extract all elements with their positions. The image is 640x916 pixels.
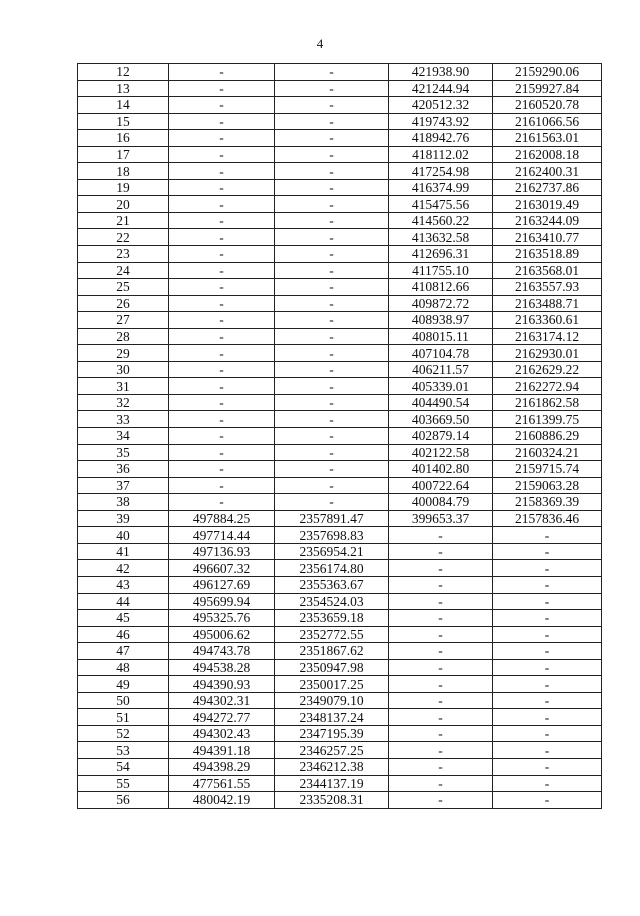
table-row (78, 378, 602, 395)
y-coordinate-cell: - (275, 345, 389, 362)
x2-coordinate-cell: - (389, 758, 493, 775)
table-row (78, 477, 602, 494)
y-coordinate-cell: - (275, 461, 389, 478)
y2-coordinate-cell: - (493, 742, 602, 759)
y2-coordinate-cell: 2163410.77 (493, 229, 602, 246)
x2-coordinate-cell: 400084.79 (389, 494, 493, 511)
y2-coordinate-cell: - (493, 676, 602, 693)
y2-coordinate-cell: 2161066.56 (493, 113, 602, 130)
y-coordinate-cell: - (275, 113, 389, 130)
x-coordinate-cell: - (169, 163, 275, 180)
x-coordinate-cell: 494302.43 (169, 725, 275, 742)
table-row (78, 510, 602, 527)
y2-coordinate-cell: - (493, 709, 602, 726)
y-coordinate-cell: - (275, 378, 389, 395)
x2-coordinate-cell: 412696.31 (389, 246, 493, 263)
y-coordinate-cell: - (275, 64, 389, 81)
y2-coordinate-cell: 2159290.06 (493, 64, 602, 81)
y-coordinate-cell: - (275, 361, 389, 378)
y-coordinate-cell: - (275, 196, 389, 213)
y2-coordinate-cell: 2162400.31 (493, 163, 602, 180)
point-number-cell: 14 (78, 97, 169, 114)
table-row (78, 411, 602, 428)
table-row (78, 725, 602, 742)
y2-coordinate-cell: 2158369.39 (493, 494, 602, 511)
y-coordinate-cell: - (275, 279, 389, 296)
table-row (78, 758, 602, 775)
table-row (78, 709, 602, 726)
y2-coordinate-cell: - (493, 576, 602, 593)
y-coordinate-cell: 2346212.38 (275, 758, 389, 775)
point-number-cell: 30 (78, 361, 169, 378)
y-coordinate-cell: - (275, 80, 389, 97)
x2-coordinate-cell: 402879.14 (389, 428, 493, 445)
y-coordinate-cell: - (275, 295, 389, 312)
y2-coordinate-cell: 2161399.75 (493, 411, 602, 428)
y2-coordinate-cell: 2162272.94 (493, 378, 602, 395)
y2-coordinate-cell: - (493, 692, 602, 709)
x2-coordinate-cell: - (389, 676, 493, 693)
point-number-cell: 20 (78, 196, 169, 213)
y-coordinate-cell: 2350947.98 (275, 659, 389, 676)
table-body (78, 64, 602, 809)
point-number-cell: 22 (78, 229, 169, 246)
point-number-cell: 25 (78, 279, 169, 296)
x-coordinate-cell: - (169, 64, 275, 81)
point-number-cell: 53 (78, 742, 169, 759)
y2-coordinate-cell: 2157836.46 (493, 510, 602, 527)
x-coordinate-cell: - (169, 146, 275, 163)
y-coordinate-cell: 2355363.67 (275, 576, 389, 593)
x-coordinate-cell: - (169, 494, 275, 511)
x-coordinate-cell: - (169, 411, 275, 428)
table-row (78, 742, 602, 759)
x2-coordinate-cell: 414560.22 (389, 212, 493, 229)
y2-coordinate-cell: - (493, 659, 602, 676)
y2-coordinate-cell: 2160324.21 (493, 444, 602, 461)
x-coordinate-cell: - (169, 212, 275, 229)
point-number-cell: 16 (78, 130, 169, 147)
table-row (78, 428, 602, 445)
y2-coordinate-cell: 2161563.01 (493, 130, 602, 147)
x2-coordinate-cell: - (389, 543, 493, 560)
x-coordinate-cell: - (169, 378, 275, 395)
x2-coordinate-cell: 400722.64 (389, 477, 493, 494)
y2-coordinate-cell: 2159063.28 (493, 477, 602, 494)
y2-coordinate-cell: 2160520.78 (493, 97, 602, 114)
x2-coordinate-cell: - (389, 792, 493, 809)
y2-coordinate-cell: - (493, 725, 602, 742)
table-row (78, 262, 602, 279)
coordinates-table (77, 63, 602, 809)
y2-coordinate-cell: 2163244.09 (493, 212, 602, 229)
x2-coordinate-cell: 404490.54 (389, 394, 493, 411)
y-coordinate-cell: - (275, 411, 389, 428)
x-coordinate-cell: - (169, 428, 275, 445)
table-row (78, 130, 602, 147)
x2-coordinate-cell: 399653.37 (389, 510, 493, 527)
x2-coordinate-cell: 405339.01 (389, 378, 493, 395)
x-coordinate-cell: - (169, 246, 275, 263)
table-row (78, 146, 602, 163)
y-coordinate-cell: 2354524.03 (275, 593, 389, 610)
x-coordinate-cell: - (169, 295, 275, 312)
y-coordinate-cell: 2349079.10 (275, 692, 389, 709)
x2-coordinate-cell: 406211.57 (389, 361, 493, 378)
y-coordinate-cell: - (275, 179, 389, 196)
x-coordinate-cell: - (169, 196, 275, 213)
y2-coordinate-cell: - (493, 792, 602, 809)
y-coordinate-cell: - (275, 229, 389, 246)
x-coordinate-cell: - (169, 394, 275, 411)
x-coordinate-cell: 497714.44 (169, 527, 275, 544)
y-coordinate-cell: 2347195.39 (275, 725, 389, 742)
y-coordinate-cell: - (275, 477, 389, 494)
y2-coordinate-cell: - (493, 643, 602, 660)
y-coordinate-cell: - (275, 212, 389, 229)
table-row (78, 345, 602, 362)
table-row (78, 676, 602, 693)
point-number-cell: 21 (78, 212, 169, 229)
x2-coordinate-cell: - (389, 527, 493, 544)
y-coordinate-cell: 2357698.83 (275, 527, 389, 544)
point-number-cell: 47 (78, 643, 169, 660)
x-coordinate-cell: - (169, 328, 275, 345)
x2-coordinate-cell: 411755.10 (389, 262, 493, 279)
x2-coordinate-cell: - (389, 659, 493, 676)
y-coordinate-cell: - (275, 246, 389, 263)
point-number-cell: 46 (78, 626, 169, 643)
point-number-cell: 31 (78, 378, 169, 395)
y2-coordinate-cell: 2162930.01 (493, 345, 602, 362)
y-coordinate-cell: - (275, 394, 389, 411)
point-number-cell: 35 (78, 444, 169, 461)
point-number-cell: 37 (78, 477, 169, 494)
table-row (78, 64, 602, 81)
table-row (78, 229, 602, 246)
y2-coordinate-cell: 2160886.29 (493, 428, 602, 445)
table-row (78, 80, 602, 97)
x-coordinate-cell: - (169, 130, 275, 147)
x-coordinate-cell: 497884.25 (169, 510, 275, 527)
y2-coordinate-cell: - (493, 626, 602, 643)
point-number-cell: 32 (78, 394, 169, 411)
point-number-cell: 44 (78, 593, 169, 610)
y-coordinate-cell: - (275, 163, 389, 180)
y-coordinate-cell: - (275, 262, 389, 279)
y-coordinate-cell: 2346257.25 (275, 742, 389, 759)
y-coordinate-cell: 2344137.19 (275, 775, 389, 792)
y2-coordinate-cell: - (493, 758, 602, 775)
y2-coordinate-cell: 2159927.84 (493, 80, 602, 97)
table-row (78, 543, 602, 560)
point-number-cell: 33 (78, 411, 169, 428)
point-number-cell: 18 (78, 163, 169, 180)
y-coordinate-cell: - (275, 130, 389, 147)
x-coordinate-cell: 496127.69 (169, 576, 275, 593)
x2-coordinate-cell: 419743.92 (389, 113, 493, 130)
y2-coordinate-cell: 2163518.89 (493, 246, 602, 263)
y-coordinate-cell: 2351867.62 (275, 643, 389, 660)
x2-coordinate-cell: 416374.99 (389, 179, 493, 196)
y-coordinate-cell: 2352772.55 (275, 626, 389, 643)
x2-coordinate-cell: 415475.56 (389, 196, 493, 213)
x2-coordinate-cell: 408938.97 (389, 312, 493, 329)
x2-coordinate-cell: 409872.72 (389, 295, 493, 312)
table-row (78, 179, 602, 196)
x-coordinate-cell: - (169, 477, 275, 494)
y-coordinate-cell: 2350017.25 (275, 676, 389, 693)
x2-coordinate-cell: 401402.80 (389, 461, 493, 478)
y2-coordinate-cell: - (493, 610, 602, 627)
x-coordinate-cell: 496607.32 (169, 560, 275, 577)
point-number-cell: 29 (78, 345, 169, 362)
y2-coordinate-cell: 2163174.12 (493, 328, 602, 345)
y2-coordinate-cell: 2163019.49 (493, 196, 602, 213)
x-coordinate-cell: - (169, 345, 275, 362)
y-coordinate-cell: - (275, 146, 389, 163)
y-coordinate-cell: - (275, 312, 389, 329)
x2-coordinate-cell: 421938.90 (389, 64, 493, 81)
x2-coordinate-cell: 421244.94 (389, 80, 493, 97)
table-row (78, 113, 602, 130)
x2-coordinate-cell: - (389, 725, 493, 742)
point-number-cell: 43 (78, 576, 169, 593)
x-coordinate-cell: - (169, 113, 275, 130)
table-row (78, 626, 602, 643)
y2-coordinate-cell: - (493, 527, 602, 544)
x-coordinate-cell: 494390.93 (169, 676, 275, 693)
table-row (78, 461, 602, 478)
y-coordinate-cell: 2356954.21 (275, 543, 389, 560)
point-number-cell: 41 (78, 543, 169, 560)
table-row (78, 494, 602, 511)
y2-coordinate-cell: 2159715.74 (493, 461, 602, 478)
x-coordinate-cell: - (169, 179, 275, 196)
point-number-cell: 38 (78, 494, 169, 511)
point-number-cell: 12 (78, 64, 169, 81)
x-coordinate-cell: - (169, 80, 275, 97)
y2-coordinate-cell: 2162629.22 (493, 361, 602, 378)
x-coordinate-cell: - (169, 262, 275, 279)
table-row (78, 560, 602, 577)
x2-coordinate-cell: - (389, 742, 493, 759)
x-coordinate-cell: 494272.77 (169, 709, 275, 726)
x2-coordinate-cell: 413632.58 (389, 229, 493, 246)
y2-coordinate-cell: 2161862.58 (493, 394, 602, 411)
x-coordinate-cell: 494391.18 (169, 742, 275, 759)
y2-coordinate-cell: 2162008.18 (493, 146, 602, 163)
table-row (78, 610, 602, 627)
y-coordinate-cell: 2335208.31 (275, 792, 389, 809)
point-number-cell: 55 (78, 775, 169, 792)
x-coordinate-cell: - (169, 229, 275, 246)
x-coordinate-cell: 477561.55 (169, 775, 275, 792)
table-row (78, 775, 602, 792)
table-row (78, 527, 602, 544)
table-row (78, 576, 602, 593)
x2-coordinate-cell: - (389, 626, 493, 643)
point-number-cell: 19 (78, 179, 169, 196)
point-number-cell: 49 (78, 676, 169, 693)
table-row (78, 196, 602, 213)
table-row (78, 246, 602, 263)
y2-coordinate-cell: - (493, 560, 602, 577)
point-number-cell: 34 (78, 428, 169, 445)
y-coordinate-cell: 2348137.24 (275, 709, 389, 726)
x2-coordinate-cell: - (389, 692, 493, 709)
table-row (78, 593, 602, 610)
point-number-cell: 40 (78, 527, 169, 544)
x-coordinate-cell: - (169, 461, 275, 478)
x-coordinate-cell: - (169, 97, 275, 114)
x-coordinate-cell: - (169, 361, 275, 378)
y2-coordinate-cell: 2163568.01 (493, 262, 602, 279)
table-row (78, 97, 602, 114)
x-coordinate-cell: 494538.28 (169, 659, 275, 676)
y-coordinate-cell: - (275, 444, 389, 461)
point-number-cell: 27 (78, 312, 169, 329)
table-row (78, 643, 602, 660)
table-row (78, 163, 602, 180)
point-number-cell: 28 (78, 328, 169, 345)
point-number-cell: 52 (78, 725, 169, 742)
page-number: 4 (316, 36, 324, 51)
x2-coordinate-cell: 402122.58 (389, 444, 493, 461)
point-number-cell: 54 (78, 758, 169, 775)
x2-coordinate-cell: - (389, 775, 493, 792)
x2-coordinate-cell: - (389, 610, 493, 627)
table-row (78, 792, 602, 809)
table-row (78, 212, 602, 229)
point-number-cell: 26 (78, 295, 169, 312)
point-number-cell: 48 (78, 659, 169, 676)
y2-coordinate-cell: 2163360.61 (493, 312, 602, 329)
point-number-cell: 36 (78, 461, 169, 478)
x2-coordinate-cell: - (389, 593, 493, 610)
x2-coordinate-cell: 420512.32 (389, 97, 493, 114)
table-row (78, 295, 602, 312)
y2-coordinate-cell: 2163488.71 (493, 295, 602, 312)
x2-coordinate-cell: 417254.98 (389, 163, 493, 180)
x-coordinate-cell: 494398.29 (169, 758, 275, 775)
x2-coordinate-cell: 407104.78 (389, 345, 493, 362)
y-coordinate-cell: 2357891.47 (275, 510, 389, 527)
table-row (78, 328, 602, 345)
point-number-cell: 51 (78, 709, 169, 726)
y-coordinate-cell: - (275, 97, 389, 114)
x2-coordinate-cell: 403669.50 (389, 411, 493, 428)
y-coordinate-cell: 2356174.80 (275, 560, 389, 577)
x-coordinate-cell: 495006.62 (169, 626, 275, 643)
point-number-cell: 23 (78, 246, 169, 263)
point-number-cell: 56 (78, 792, 169, 809)
x-coordinate-cell: 495699.94 (169, 593, 275, 610)
y-coordinate-cell: - (275, 428, 389, 445)
table-row (78, 659, 602, 676)
y-coordinate-cell: - (275, 328, 389, 345)
x-coordinate-cell: - (169, 444, 275, 461)
y-coordinate-cell: - (275, 494, 389, 511)
y2-coordinate-cell: 2162737.86 (493, 179, 602, 196)
point-number-cell: 45 (78, 610, 169, 627)
x2-coordinate-cell: - (389, 643, 493, 660)
point-number-cell: 42 (78, 560, 169, 577)
point-number-cell: 17 (78, 146, 169, 163)
table-row (78, 279, 602, 296)
x2-coordinate-cell: 418112.02 (389, 146, 493, 163)
x-coordinate-cell: 495325.76 (169, 610, 275, 627)
x-coordinate-cell: 497136.93 (169, 543, 275, 560)
y2-coordinate-cell: 2163557.93 (493, 279, 602, 296)
x2-coordinate-cell: - (389, 560, 493, 577)
table-row (78, 361, 602, 378)
x2-coordinate-cell: 410812.66 (389, 279, 493, 296)
point-number-cell: 13 (78, 80, 169, 97)
x-coordinate-cell: 480042.19 (169, 792, 275, 809)
table-row (78, 394, 602, 411)
x-coordinate-cell: - (169, 279, 275, 296)
point-number-cell: 15 (78, 113, 169, 130)
x-coordinate-cell: 494302.31 (169, 692, 275, 709)
point-number-cell: 39 (78, 510, 169, 527)
y2-coordinate-cell: - (493, 593, 602, 610)
y2-coordinate-cell: - (493, 775, 602, 792)
x2-coordinate-cell: 408015.11 (389, 328, 493, 345)
x-coordinate-cell: - (169, 312, 275, 329)
x2-coordinate-cell: 418942.76 (389, 130, 493, 147)
x2-coordinate-cell: - (389, 576, 493, 593)
table-row (78, 692, 602, 709)
point-number-cell: 24 (78, 262, 169, 279)
point-number-cell: 50 (78, 692, 169, 709)
table-row (78, 444, 602, 461)
x-coordinate-cell: 494743.78 (169, 643, 275, 660)
table-row (78, 312, 602, 329)
y2-coordinate-cell: - (493, 543, 602, 560)
y-coordinate-cell: 2353659.18 (275, 610, 389, 627)
x2-coordinate-cell: - (389, 709, 493, 726)
